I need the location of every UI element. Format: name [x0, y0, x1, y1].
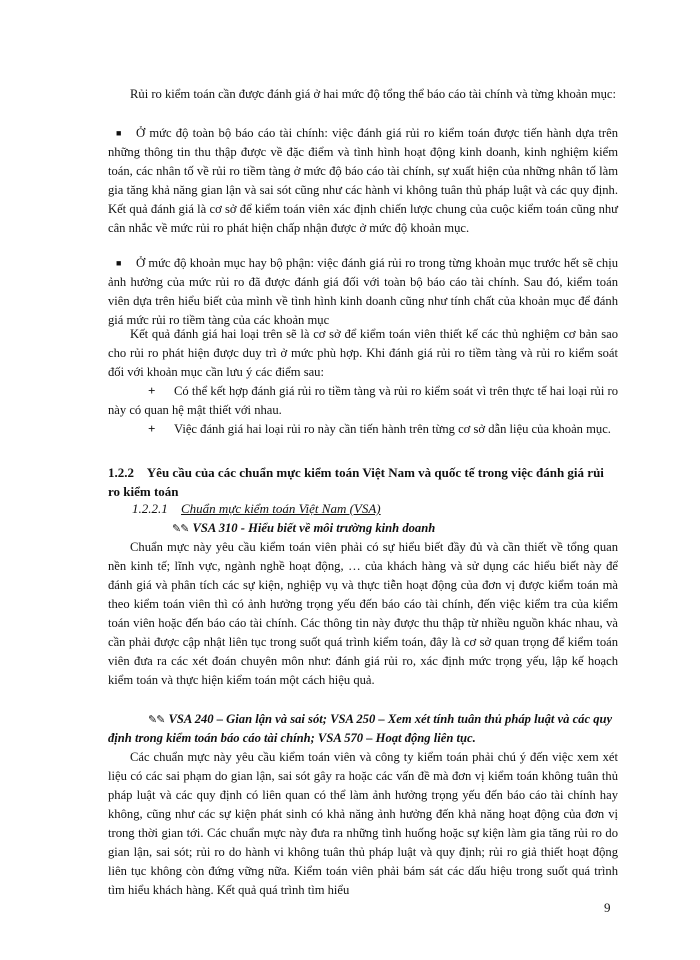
- vsa310-title: ✎✎ VSA 310 - Hiểu biết về môi trường kinh doanh: [172, 521, 436, 535]
- bullet-item: ■ Ở mức độ toàn bộ báo cáo tài chính: việc đánh giá rủi ro kiểm toán được tiến hành dựa trên những thông tin thu thập được về đặc điểm và tình hình hoạt động kinh doanh, kinh nghiệm kiểm toán, các nhân tố về rủi ro tiềm tàng ở mức độ báo cáo tài chính, sự xuất hiện của những nhân tố làm gia tăng khả năng gian lận và sai sót cũng như các hành vi không tuân thủ pháp luật và các quy định. Kết quả đánh giá là cơ sở để kiểm toán viên xác định chiến lược chung của cuộc kiểm toán cũng như cân nhắc về mức rủi ro phát hiện chấp nhận được ở mức độ khoản mục.: [108, 126, 618, 235]
- bullet-item: ■ Ở mức độ khoản mục hay bộ phận: việc đánh giá rủi ro trong từng khoản mục trước hết sẽ chịu ảnh hưởng của mức rủi ro đã được đánh giá đối với toàn bộ báo cáo tài chính. Sau đó, kiểm toán viên dựa trên hiểu biết của mình về tình hình kinh doanh cũng như tính chất của khoản mục để đánh giá mức rủi ro tiềm tàng của các khoản mục: [108, 256, 618, 327]
- section-heading: 1.2.2 Yêu cầu của các chuẩn mực kiểm toán Việt Nam và quốc tế trong việc đánh giá rủi ro kiểm toán: [108, 465, 604, 499]
- plus-item: + Có thể kết hợp đánh giá rủi ro tiềm tàng và rủi ro kiểm soát vì trên thực tế hai loại rủi ro này có quan hệ mật thiết với nhau.: [108, 383, 618, 417]
- plus-icon: +: [148, 421, 156, 436]
- square-bullet-icon: ■: [116, 258, 122, 268]
- plus-item: + Việc đánh giá hai loại rủi ro này cần tiến hành trên từng cơ sở dẫn liệu của khoản mục.: [108, 419, 618, 439]
- vsa310-body: Chuẩn mực này yêu cầu kiểm toán viên phải có sự hiểu biết đầy đủ và cần thiết về tổng quan nền kinh tế; lĩnh vực, ngành nghề hoạt động, … của khách hàng và sử dụng các hiểu biết này để đánh giá và phân tích các sự kiện, nghiệp vụ và thực tiễn hoạt động của đơn vị được kiểm toán mà theo kiểm toán viên thì có ảnh hưởng trọng yếu đến báo cáo tài chính, đến việc kiểm tra của kiểm toán viên hoặc đến báo cáo tài chính. Các thông tin này được thu thập từ nhiều nguồn khác nhau, và cần phải được cập nhật liên tục trong suốt quá trình kiểm toán, đây là cơ sở quan trọng để kiểm toán viên đưa ra các xét đoán chuyên môn như: đánh giá rủi ro, xác định mức trọng yếu, lập kế hoạch kiểm toán và thực hiện kiểm toán một cách hiệu quả.: [108, 540, 618, 687]
- square-bullet-icon: ■: [116, 128, 122, 138]
- plus-icon: +: [148, 383, 156, 398]
- decorative-pen-icon: ✎✎: [172, 522, 189, 535]
- subsection-heading: 1.2.2.1 Chuẩn mực kiểm toán Việt Nam (VSA): [132, 501, 381, 516]
- decorative-pen-icon: ✎✎: [148, 713, 165, 726]
- paragraph-intro: Rủi ro kiểm toán cần được đánh giá ở hai mức độ tổng thể báo cáo tài chính và từng khoản mục:: [130, 87, 616, 101]
- vsa240-body: Các chuẩn mực này yêu cầu kiểm toán viên và công ty kiểm toán phải chú ý đến việc xem xét liệu có các sai phạm do gian lận, sai sót gây ra hoặc các vấn đề mà đơn vị kiểm toán không tuân thủ pháp luật và các quy định có liên quan có thể làm ảnh hưởng trọng yếu đến báo cáo tài chính hay không, cũng như các sự kiện phát sinh có khả năng ảnh hưởng đến khả năng hoạt động của đơn vị trong thời gian tới. Các chuẩn mực này đưa ra những tình huống hoặc sự kiện làm gia tăng rủi ro do gian lận, sai sót; rủi ro do hành vi không tuân thủ pháp luật và quy định; rủi ro giả thiết hoạt động liên tục không còn đứng vững nữa. Kiểm toán viên phải bám sát các dấu hiệu trong suốt quá trình tìm hiểu khách hàng. Kết quả quá trình tìm hiểu: [108, 750, 618, 897]
- vsa240-title: ✎✎ VSA 240 – Gian lận và sai sót; VSA 250 – Xem xét tính tuân thủ pháp luật và các quy định trong kiểm toán báo cáo tài chính; VSA 570 – Hoạt động liên tục.: [108, 712, 613, 745]
- paragraph-result: Kết quả đánh giá hai loại trên sẽ là cơ sở để kiểm toán viên thiết kế các thủ nghiệm cơ bản sao cho rủi ro phát hiện được duy trì ở mức phù hợp. Khi đánh giá rủi ro tiềm tàng và rủi ro kiểm soát đối với khoản mục cần lưu ý các điểm sau:: [108, 327, 618, 379]
- page-number: 9: [604, 900, 611, 915]
